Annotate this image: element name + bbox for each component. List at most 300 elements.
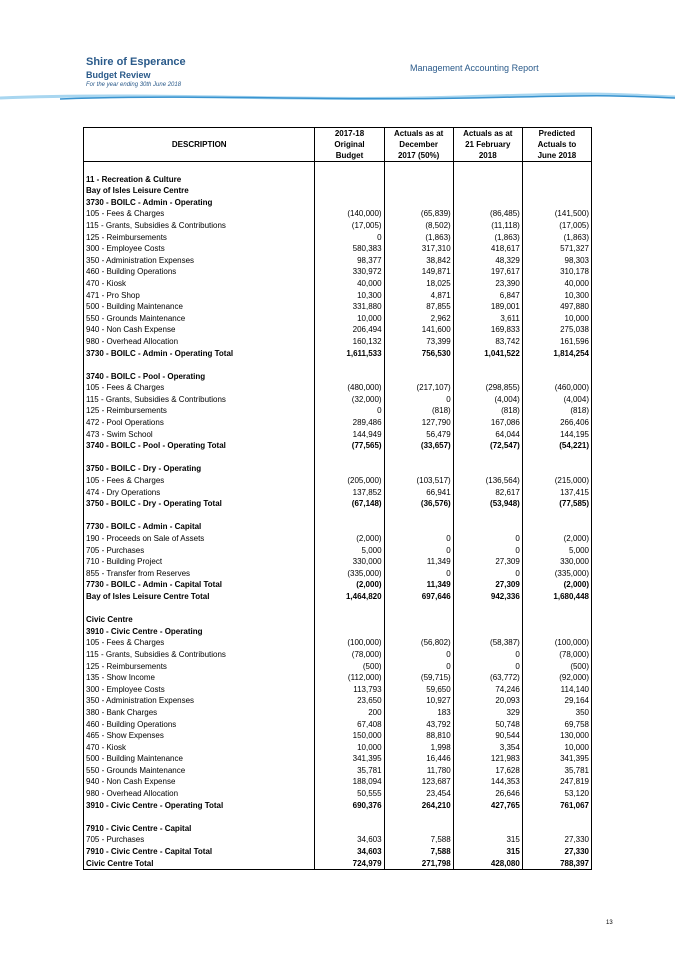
actuals-december-cell: 0 bbox=[384, 568, 453, 580]
column-header-line: Actuals as at bbox=[463, 129, 513, 138]
table-total-row bbox=[84, 591, 592, 603]
row-description: 3910 - Civic Centre - Operating Total bbox=[84, 800, 315, 812]
row-description: 7730 - BOILC - Admin - Capital bbox=[84, 521, 315, 533]
predicted-actuals-cell bbox=[522, 174, 591, 186]
predicted-actuals-cell bbox=[522, 452, 591, 464]
actuals-february-cell: 64,044 bbox=[453, 429, 522, 441]
actuals-december-cell: 11,349 bbox=[384, 556, 453, 568]
actuals-february-cell: 121,983 bbox=[453, 753, 522, 765]
predicted-actuals-cell: (17,005) bbox=[522, 220, 591, 232]
table-row bbox=[84, 742, 592, 754]
budget-table-body bbox=[84, 162, 592, 870]
original-budget-cell: 1,464,820 bbox=[315, 591, 384, 603]
original-budget-cell bbox=[315, 510, 384, 522]
actuals-december-cell bbox=[384, 359, 453, 371]
actuals-february-cell: 0 bbox=[453, 545, 522, 557]
original-budget-cell bbox=[315, 359, 384, 371]
actuals-december-cell: 18,025 bbox=[384, 278, 453, 290]
actuals-february-cell bbox=[453, 510, 522, 522]
column-header-line: June 2018 bbox=[537, 151, 577, 160]
actuals-february-cell bbox=[453, 197, 522, 209]
table-section-heading bbox=[84, 521, 592, 533]
table-row bbox=[84, 672, 592, 684]
actuals-february-cell: 20,093 bbox=[453, 695, 522, 707]
actuals-december-cell: (103,517) bbox=[384, 475, 453, 487]
original-budget-cell bbox=[315, 197, 384, 209]
predicted-actuals-cell: 330,000 bbox=[522, 556, 591, 568]
actuals-february-cell: 82,617 bbox=[453, 487, 522, 499]
predicted-actuals-cell: 137,415 bbox=[522, 487, 591, 499]
predicted-actuals-cell: 27,330 bbox=[522, 834, 591, 846]
actuals-february-cell: 169,833 bbox=[453, 324, 522, 336]
actuals-february-cell bbox=[453, 811, 522, 823]
table-section-heading bbox=[84, 463, 592, 475]
original-budget-cell: 331,880 bbox=[315, 301, 384, 313]
table-row bbox=[84, 208, 592, 220]
table-section-heading bbox=[84, 174, 592, 186]
actuals-february-cell bbox=[453, 174, 522, 186]
actuals-february-cell bbox=[453, 463, 522, 475]
table-row bbox=[84, 487, 592, 499]
table-row bbox=[84, 719, 592, 731]
column-header-line: Original bbox=[334, 140, 365, 149]
actuals-february-cell: 942,336 bbox=[453, 591, 522, 603]
row-description: 300 - Employee Costs bbox=[84, 684, 315, 696]
column-header-line: Actuals to bbox=[537, 140, 577, 149]
predicted-actuals-cell: (2,000) bbox=[522, 533, 591, 545]
table-row bbox=[84, 290, 592, 302]
table-row bbox=[84, 637, 592, 649]
actuals-december-cell bbox=[384, 452, 453, 464]
predicted-actuals-cell: (500) bbox=[522, 661, 591, 673]
original-budget-cell: 35,781 bbox=[315, 765, 384, 777]
column-header-line: 2017-18 bbox=[334, 129, 365, 138]
row-description: Civic Centre Total bbox=[84, 858, 315, 870]
table-section-heading bbox=[84, 197, 592, 209]
table-row bbox=[84, 405, 592, 417]
table-total-row bbox=[84, 800, 592, 812]
predicted-actuals-cell: 144,195 bbox=[522, 429, 591, 441]
row-description: 7910 - Civic Centre - Capital Total bbox=[84, 846, 315, 858]
actuals-february-cell: 197,617 bbox=[453, 266, 522, 278]
actuals-december-cell: 11,780 bbox=[384, 765, 453, 777]
actuals-february-cell: 167,086 bbox=[453, 417, 522, 429]
original-budget-cell: 34,603 bbox=[315, 846, 384, 858]
table-row bbox=[84, 661, 592, 673]
original-budget-cell: (2,000) bbox=[315, 533, 384, 545]
predicted-actuals-cell: (100,000) bbox=[522, 637, 591, 649]
table-row bbox=[84, 765, 592, 777]
row-description: 705 - Purchases bbox=[84, 834, 315, 846]
original-budget-cell bbox=[315, 463, 384, 475]
actuals-december-cell: 4,871 bbox=[384, 290, 453, 302]
actuals-december-cell: 16,446 bbox=[384, 753, 453, 765]
table-spacer-row bbox=[84, 510, 592, 522]
actuals-february-cell: (58,387) bbox=[453, 637, 522, 649]
actuals-december-cell: 88,810 bbox=[384, 730, 453, 742]
row-description: 125 - Reimbursements bbox=[84, 661, 315, 673]
actuals-february-cell: 1,041,522 bbox=[453, 348, 522, 360]
row-description: 115 - Grants, Subsidies & Contributions bbox=[84, 394, 315, 406]
row-description: 11 - Recreation & Culture bbox=[84, 174, 315, 186]
table-row bbox=[84, 695, 592, 707]
table-row bbox=[84, 243, 592, 255]
organisation-name: Shire of Esperance bbox=[86, 56, 186, 68]
predicted-actuals-cell: 10,000 bbox=[522, 313, 591, 325]
predicted-actuals-cell bbox=[522, 614, 591, 626]
table-row bbox=[84, 394, 592, 406]
actuals-february-cell: 27,309 bbox=[453, 556, 522, 568]
actuals-february-cell: 329 bbox=[453, 707, 522, 719]
predicted-actuals-cell: 35,781 bbox=[522, 765, 591, 777]
actuals-february-cell: (136,564) bbox=[453, 475, 522, 487]
original-budget-cell: (67,148) bbox=[315, 498, 384, 510]
predicted-actuals-cell: 10,000 bbox=[522, 742, 591, 754]
actuals-february-cell: 74,246 bbox=[453, 684, 522, 696]
report-title: Management Accounting Report bbox=[410, 63, 539, 73]
predicted-actuals-cell: 161,596 bbox=[522, 336, 591, 348]
predicted-actuals-cell: 275,038 bbox=[522, 324, 591, 336]
predicted-actuals-cell: 1,680,448 bbox=[522, 591, 591, 603]
actuals-december-cell: 66,941 bbox=[384, 487, 453, 499]
row-description: 980 - Overhead Allocation bbox=[84, 336, 315, 348]
actuals-december-cell: 7,588 bbox=[384, 834, 453, 846]
row-description: Civic Centre bbox=[84, 614, 315, 626]
actuals-february-cell: 83,742 bbox=[453, 336, 522, 348]
original-budget-cell: (480,000) bbox=[315, 382, 384, 394]
predicted-actuals-cell: 310,178 bbox=[522, 266, 591, 278]
original-budget-cell: (500) bbox=[315, 661, 384, 673]
row-description: 980 - Overhead Allocation bbox=[84, 788, 315, 800]
predicted-actuals-cell: 341,395 bbox=[522, 753, 591, 765]
row-description: 3750 - BOILC - Dry - Operating bbox=[84, 463, 315, 475]
actuals-december-cell bbox=[384, 162, 453, 174]
predicted-actuals-cell: 69,758 bbox=[522, 719, 591, 731]
original-budget-cell: 690,376 bbox=[315, 800, 384, 812]
original-budget-cell bbox=[315, 371, 384, 383]
table-total-row bbox=[84, 858, 592, 870]
table-row bbox=[84, 556, 592, 568]
actuals-december-cell bbox=[384, 626, 453, 638]
actuals-february-cell bbox=[453, 521, 522, 533]
row-description: 135 - Show Income bbox=[84, 672, 315, 684]
table-row bbox=[84, 788, 592, 800]
predicted-actuals-cell: (460,000) bbox=[522, 382, 591, 394]
predicted-actuals-cell: (818) bbox=[522, 405, 591, 417]
row-description: 940 - Non Cash Expense bbox=[84, 324, 315, 336]
table-spacer-row bbox=[84, 452, 592, 464]
column-header-line: Actuals as at bbox=[393, 129, 444, 138]
predicted-actuals-cell bbox=[522, 510, 591, 522]
actuals-december-cell: (59,715) bbox=[384, 672, 453, 684]
actuals-february-cell: (72,547) bbox=[453, 440, 522, 452]
actuals-february-cell bbox=[453, 359, 522, 371]
row-description: 473 - Swim School bbox=[84, 429, 315, 441]
predicted-actuals-cell bbox=[522, 521, 591, 533]
actuals-february-cell bbox=[453, 452, 522, 464]
predicted-actuals-cell bbox=[522, 371, 591, 383]
column-header-line: December bbox=[399, 140, 438, 149]
row-description: 300 - Employee Costs bbox=[84, 243, 315, 255]
row-description: 7730 - BOILC - Admin - Capital Total bbox=[84, 579, 315, 591]
original-budget-cell: 150,000 bbox=[315, 730, 384, 742]
report-period: For the year ending 30th June 2018 bbox=[86, 82, 182, 88]
row-description: 550 - Grounds Maintenance bbox=[84, 765, 315, 777]
original-budget-cell: 144,949 bbox=[315, 429, 384, 441]
original-budget-cell: (77,565) bbox=[315, 440, 384, 452]
actuals-february-cell: (11,118) bbox=[453, 220, 522, 232]
original-budget-cell: 10,000 bbox=[315, 742, 384, 754]
predicted-actuals-cell bbox=[522, 359, 591, 371]
actuals-february-cell: 418,617 bbox=[453, 243, 522, 255]
table-row bbox=[84, 336, 592, 348]
table-row bbox=[84, 278, 592, 290]
original-budget-cell: 580,383 bbox=[315, 243, 384, 255]
predicted-actuals-cell bbox=[522, 185, 591, 197]
predicted-actuals-cell: (92,000) bbox=[522, 672, 591, 684]
row-description: 500 - Building Maintenance bbox=[84, 753, 315, 765]
row-description: 3730 - BOILC - Admin - Operating Total bbox=[84, 348, 315, 360]
original-budget-cell: (205,000) bbox=[315, 475, 384, 487]
actuals-december-cell: 697,646 bbox=[384, 591, 453, 603]
original-budget-cell: 23,650 bbox=[315, 695, 384, 707]
actuals-december-cell: 127,790 bbox=[384, 417, 453, 429]
actuals-february-cell: (818) bbox=[453, 405, 522, 417]
predicted-actuals-cell: 114,140 bbox=[522, 684, 591, 696]
actuals-february-cell bbox=[453, 626, 522, 638]
column-header-line: 2017 (50%) bbox=[397, 151, 440, 160]
row-description: Bay of Isles Leisure Centre bbox=[84, 185, 315, 197]
actuals-december-cell: 183 bbox=[384, 707, 453, 719]
actuals-february-cell: 144,353 bbox=[453, 776, 522, 788]
row-description: 460 - Building Operations bbox=[84, 266, 315, 278]
table-row bbox=[84, 834, 592, 846]
predicted-actuals-cell bbox=[522, 162, 591, 174]
original-budget-cell: 10,000 bbox=[315, 313, 384, 325]
row-description: 115 - Grants, Subsidies & Contributions bbox=[84, 220, 315, 232]
table-row bbox=[84, 707, 592, 719]
row-description: 105 - Fees & Charges bbox=[84, 382, 315, 394]
actuals-december-cell: 271,798 bbox=[384, 858, 453, 870]
row-description: 3910 - Civic Centre - Operating bbox=[84, 626, 315, 638]
original-budget-cell bbox=[315, 823, 384, 835]
actuals-february-cell: 3,611 bbox=[453, 313, 522, 325]
actuals-february-cell: 0 bbox=[453, 568, 522, 580]
original-budget-cell: 1,611,533 bbox=[315, 348, 384, 360]
table-row bbox=[84, 301, 592, 313]
predicted-actuals-cell: (77,585) bbox=[522, 498, 591, 510]
row-description bbox=[84, 811, 315, 823]
row-description bbox=[84, 603, 315, 615]
budget-table-header bbox=[84, 128, 592, 162]
predicted-actuals-cell: (215,000) bbox=[522, 475, 591, 487]
actuals-december-cell bbox=[384, 811, 453, 823]
actuals-february-cell: 23,390 bbox=[453, 278, 522, 290]
table-row bbox=[84, 324, 592, 336]
actuals-december-cell bbox=[384, 614, 453, 626]
predicted-actuals-cell: 1,814,254 bbox=[522, 348, 591, 360]
original-budget-cell: (32,000) bbox=[315, 394, 384, 406]
original-budget-cell bbox=[315, 626, 384, 638]
column-header-actuals-february bbox=[453, 128, 522, 162]
report-subtitle: Budget Review bbox=[86, 70, 151, 80]
original-budget-cell: (100,000) bbox=[315, 637, 384, 649]
original-budget-cell bbox=[315, 174, 384, 186]
column-header-actuals-december bbox=[384, 128, 453, 162]
table-row bbox=[84, 533, 592, 545]
actuals-december-cell: (36,576) bbox=[384, 498, 453, 510]
original-budget-cell: 98,377 bbox=[315, 255, 384, 267]
actuals-december-cell bbox=[384, 823, 453, 835]
predicted-actuals-cell bbox=[522, 823, 591, 835]
actuals-february-cell: 48,329 bbox=[453, 255, 522, 267]
table-row bbox=[84, 776, 592, 788]
row-description: 460 - Building Operations bbox=[84, 719, 315, 731]
table-row bbox=[84, 266, 592, 278]
original-budget-cell: 724,979 bbox=[315, 858, 384, 870]
actuals-december-cell: 756,530 bbox=[384, 348, 453, 360]
actuals-february-cell: 26,646 bbox=[453, 788, 522, 800]
original-budget-cell: 289,486 bbox=[315, 417, 384, 429]
actuals-february-cell: 90,544 bbox=[453, 730, 522, 742]
actuals-december-cell: 11,349 bbox=[384, 579, 453, 591]
original-budget-cell: (78,000) bbox=[315, 649, 384, 661]
predicted-actuals-cell: 761,067 bbox=[522, 800, 591, 812]
predicted-actuals-cell bbox=[522, 603, 591, 615]
row-description: 472 - Pool Operations bbox=[84, 417, 315, 429]
table-row bbox=[84, 753, 592, 765]
actuals-february-cell: 3,354 bbox=[453, 742, 522, 754]
predicted-actuals-cell: (54,221) bbox=[522, 440, 591, 452]
original-budget-cell: 67,408 bbox=[315, 719, 384, 731]
original-budget-cell: 341,395 bbox=[315, 753, 384, 765]
row-description: 105 - Fees & Charges bbox=[84, 475, 315, 487]
predicted-actuals-cell: 350 bbox=[522, 707, 591, 719]
actuals-december-cell bbox=[384, 197, 453, 209]
predicted-actuals-cell: 27,330 bbox=[522, 846, 591, 858]
actuals-december-cell: 2,962 bbox=[384, 313, 453, 325]
actuals-february-cell: (86,485) bbox=[453, 208, 522, 220]
predicted-actuals-cell: 571,327 bbox=[522, 243, 591, 255]
table-total-row bbox=[84, 348, 592, 360]
actuals-december-cell: 123,687 bbox=[384, 776, 453, 788]
row-description: 474 - Dry Operations bbox=[84, 487, 315, 499]
actuals-december-cell: (65,839) bbox=[384, 208, 453, 220]
actuals-february-cell: (63,772) bbox=[453, 672, 522, 684]
column-header-description: DESCRIPTION bbox=[84, 128, 315, 162]
predicted-actuals-cell: 5,000 bbox=[522, 545, 591, 557]
predicted-actuals-cell: (1,863) bbox=[522, 232, 591, 244]
actuals-december-cell bbox=[384, 174, 453, 186]
table-spacer-row bbox=[84, 162, 592, 174]
actuals-december-cell: (8,502) bbox=[384, 220, 453, 232]
original-budget-cell: (112,000) bbox=[315, 672, 384, 684]
actuals-december-cell: 149,871 bbox=[384, 266, 453, 278]
original-budget-cell bbox=[315, 603, 384, 615]
actuals-february-cell bbox=[453, 603, 522, 615]
row-description: 705 - Purchases bbox=[84, 545, 315, 557]
table-row bbox=[84, 220, 592, 232]
table-row bbox=[84, 255, 592, 267]
original-budget-cell bbox=[315, 185, 384, 197]
original-budget-cell: 330,000 bbox=[315, 556, 384, 568]
table-row bbox=[84, 568, 592, 580]
table-row bbox=[84, 475, 592, 487]
original-budget-cell: 5,000 bbox=[315, 545, 384, 557]
actuals-december-cell: 23,454 bbox=[384, 788, 453, 800]
actuals-december-cell: 0 bbox=[384, 649, 453, 661]
table-total-row bbox=[84, 498, 592, 510]
table-row bbox=[84, 313, 592, 325]
original-budget-cell: (2,000) bbox=[315, 579, 384, 591]
table-row bbox=[84, 730, 592, 742]
actuals-december-cell bbox=[384, 371, 453, 383]
original-budget-cell bbox=[315, 811, 384, 823]
column-header-line: Predicted bbox=[538, 129, 576, 138]
actuals-december-cell: 0 bbox=[384, 394, 453, 406]
table-spacer-row bbox=[84, 603, 592, 615]
column-header-line: Budget bbox=[335, 151, 364, 160]
original-budget-cell: 188,094 bbox=[315, 776, 384, 788]
actuals-february-cell: 17,628 bbox=[453, 765, 522, 777]
original-budget-cell: 0 bbox=[315, 405, 384, 417]
row-description: 115 - Grants, Subsidies & Contributions bbox=[84, 649, 315, 661]
actuals-december-cell: 73,399 bbox=[384, 336, 453, 348]
original-budget-cell bbox=[315, 162, 384, 174]
predicted-actuals-cell: (4,004) bbox=[522, 394, 591, 406]
actuals-february-cell bbox=[453, 185, 522, 197]
table-row bbox=[84, 232, 592, 244]
original-budget-cell: (17,005) bbox=[315, 220, 384, 232]
actuals-february-cell: 50,748 bbox=[453, 719, 522, 731]
actuals-february-cell: 189,001 bbox=[453, 301, 522, 313]
actuals-december-cell: (56,802) bbox=[384, 637, 453, 649]
actuals-december-cell: 1,998 bbox=[384, 742, 453, 754]
actuals-february-cell: 427,765 bbox=[453, 800, 522, 812]
original-budget-cell: 330,972 bbox=[315, 266, 384, 278]
actuals-december-cell: 87,855 bbox=[384, 301, 453, 313]
original-budget-cell: 10,300 bbox=[315, 290, 384, 302]
actuals-december-cell bbox=[384, 463, 453, 475]
row-description: 190 - Proceeds on Sale of Assets bbox=[84, 533, 315, 545]
row-description: 3740 - BOILC - Pool - Operating Total bbox=[84, 440, 315, 452]
row-description: Bay of Isles Leisure Centre Total bbox=[84, 591, 315, 603]
predicted-actuals-cell bbox=[522, 811, 591, 823]
table-total-row bbox=[84, 579, 592, 591]
actuals-december-cell: 7,588 bbox=[384, 846, 453, 858]
actuals-february-cell: 315 bbox=[453, 834, 522, 846]
predicted-actuals-cell: 98,303 bbox=[522, 255, 591, 267]
actuals-december-cell: (1,863) bbox=[384, 232, 453, 244]
actuals-february-cell: 6,847 bbox=[453, 290, 522, 302]
actuals-december-cell: 10,927 bbox=[384, 695, 453, 707]
column-header-line: 21 February bbox=[465, 140, 511, 149]
original-budget-cell: 160,132 bbox=[315, 336, 384, 348]
original-budget-cell bbox=[315, 452, 384, 464]
actuals-december-cell bbox=[384, 510, 453, 522]
row-description: 470 - Kiosk bbox=[84, 742, 315, 754]
table-row bbox=[84, 684, 592, 696]
predicted-actuals-cell: 266,406 bbox=[522, 417, 591, 429]
row-description: 105 - Fees & Charges bbox=[84, 208, 315, 220]
actuals-december-cell: 141,600 bbox=[384, 324, 453, 336]
row-description: 350 - Administration Expenses bbox=[84, 695, 315, 707]
original-budget-cell: (335,000) bbox=[315, 568, 384, 580]
original-budget-cell: 0 bbox=[315, 232, 384, 244]
row-description: 380 - Bank Charges bbox=[84, 707, 315, 719]
actuals-february-cell: 0 bbox=[453, 649, 522, 661]
row-description: 855 - Transfer from Reserves bbox=[84, 568, 315, 580]
